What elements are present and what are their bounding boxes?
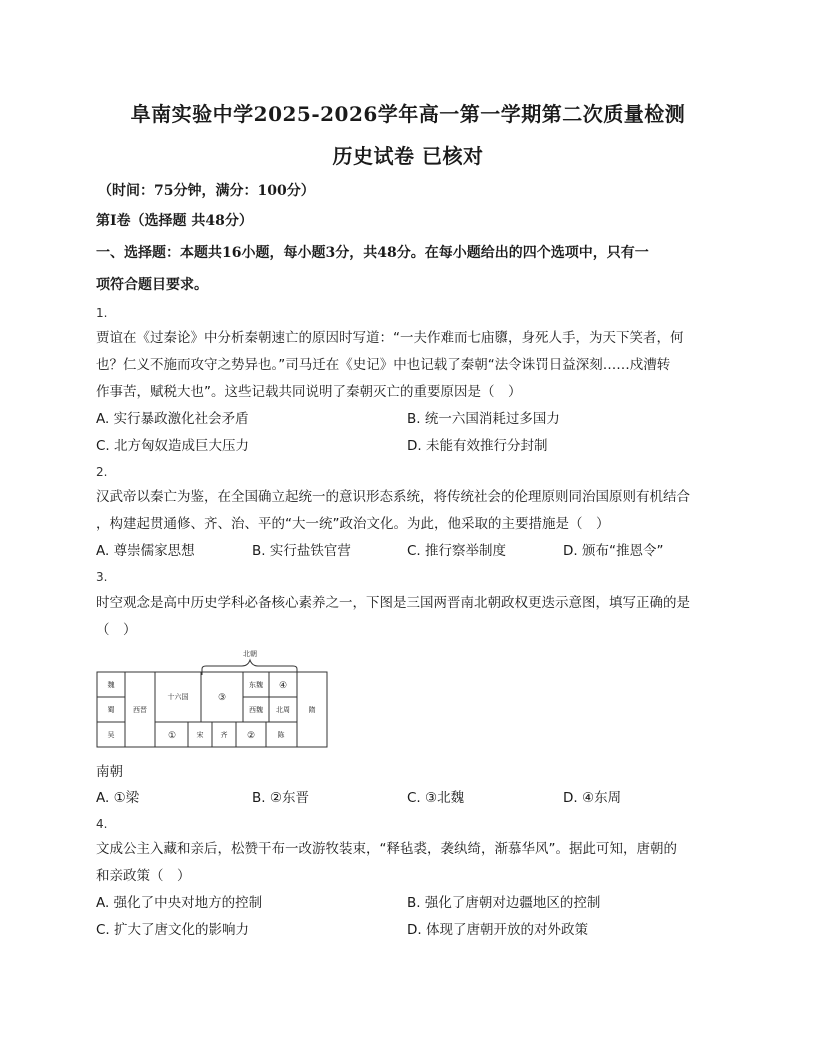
diagram-cell-northern-zhou: 北周	[276, 706, 290, 714]
option-c[interactable]: C. 推行察举制度	[407, 543, 507, 559]
option-c[interactable]: C. 扩大了唐文化的影响力	[96, 922, 250, 938]
diagram-cell-blank-1: ①	[167, 731, 177, 741]
regime-succession-diagram	[96, 647, 336, 749]
diagram-cell-eastern-wei: 东魏	[249, 681, 263, 689]
question-number: 4.	[96, 817, 108, 831]
diagram-cell-sixteen-kingdoms: 十六国	[167, 693, 189, 701]
question-stem: ，构建起贯通修、齐、治、平的“大一统”政治文化。为此，他采取的主要措施是（ ）	[96, 516, 610, 532]
question-stem: 文成公主入藏和亲后，松赞干布一改游牧装束，“释毡裘，袭纨绮，渐慕华风”。据此可知，唐朝的	[96, 841, 677, 857]
question-number: 1.	[96, 306, 108, 320]
option-d[interactable]: D. ④东周	[563, 790, 622, 806]
option-d[interactable]: D. 颁布“推恩令”	[563, 543, 664, 559]
question-number: 2.	[96, 465, 108, 479]
question-stem: 作事苦，赋税大也”。这些记载共同说明了秦朝灭亡的重要原因是（ ）	[96, 384, 522, 400]
section-instruction: 一、选择题：本题共16小题，每小题3分，共48分。在每小题给出的四个选项中，只有一	[96, 245, 649, 261]
option-a[interactable]: A. 尊崇儒家思想	[96, 543, 195, 559]
diagram-cell-blank-4: ④	[278, 681, 288, 691]
diagram-cell-blank-2: ②	[246, 731, 256, 741]
part-title: 第Ⅰ卷（选择题 共48分）	[96, 213, 253, 229]
diagram-cell-song: 宋	[196, 731, 204, 739]
option-a[interactable]: A. 实行暴政激化社会矛盾	[96, 411, 249, 427]
option-b[interactable]: B. 统一六国消耗过多国力	[407, 411, 560, 427]
diagram-cell-western-wei: 西魏	[249, 706, 263, 714]
question-number: 3.	[96, 570, 108, 584]
diagram-cell-wei: 魏	[107, 681, 115, 689]
diagram-cell-sui: 隋	[308, 706, 316, 714]
section-instruction-cont: 项符合题目要求。	[96, 277, 208, 293]
question-stem: （ ）	[96, 622, 137, 638]
diagram-cell-blank-3: ③	[217, 693, 227, 703]
diagram-cell-wu: 吴	[107, 731, 115, 739]
option-a[interactable]: A. 强化了中央对地方的控制	[96, 895, 263, 911]
option-d[interactable]: D. 未能有效推行分封制	[407, 438, 548, 454]
option-b[interactable]: B. 强化了唐朝对边疆地区的控制	[407, 895, 601, 911]
diagram-caption: 南朝	[96, 764, 123, 780]
exam-info: （时间：75分钟，满分：100分）	[98, 183, 315, 199]
question-stem: 也？仁义不施而攻守之势异也。”司马迁在《史记》中也记载了秦朝“法令诛罚日益深刻……戍漕转	[96, 357, 671, 373]
diagram-cell-chen: 陈	[277, 731, 285, 739]
option-a[interactable]: A. ①梁	[96, 790, 140, 806]
exam-subtitle: 历史试卷 已核对	[332, 144, 484, 168]
question-stem: 时空观念是高中历史学科必备核心素养之一，下图是三国两晋南北朝政权更迭示意图，填写正确的是	[96, 595, 690, 611]
exam-title: 阜南实验中学2025-2026学年高一第一学期第二次质量检测	[130, 102, 686, 126]
diagram-label-northern-dynasties: 北朝	[243, 650, 257, 658]
option-b[interactable]: B. 实行盐铁官营	[252, 543, 351, 559]
question-stem: 和亲政策（ ）	[96, 868, 191, 884]
diagram-cell-qi: 齐	[220, 731, 228, 739]
question-stem: 贾谊在《过秦论》中分析秦朝速亡的原因时写道：“一夫作难而七庙隳，身死人手，为天下笑者，何	[96, 330, 684, 346]
option-d[interactable]: D. 体现了唐朝开放的对外政策	[407, 922, 588, 938]
option-c[interactable]: C. 北方匈奴造成巨大压力	[96, 438, 250, 454]
option-b[interactable]: B. ②东晋	[252, 790, 309, 806]
diagram-cell-western-jin: 西晋	[133, 706, 147, 714]
question-stem: 汉武帝以秦亡为鉴，在全国确立起统一的意识形态系统，将传统社会的伦理原则同治国原则有机结合	[96, 489, 690, 505]
option-c[interactable]: C. ③北魏	[407, 790, 465, 806]
diagram-cell-shu: 蜀	[107, 706, 115, 714]
